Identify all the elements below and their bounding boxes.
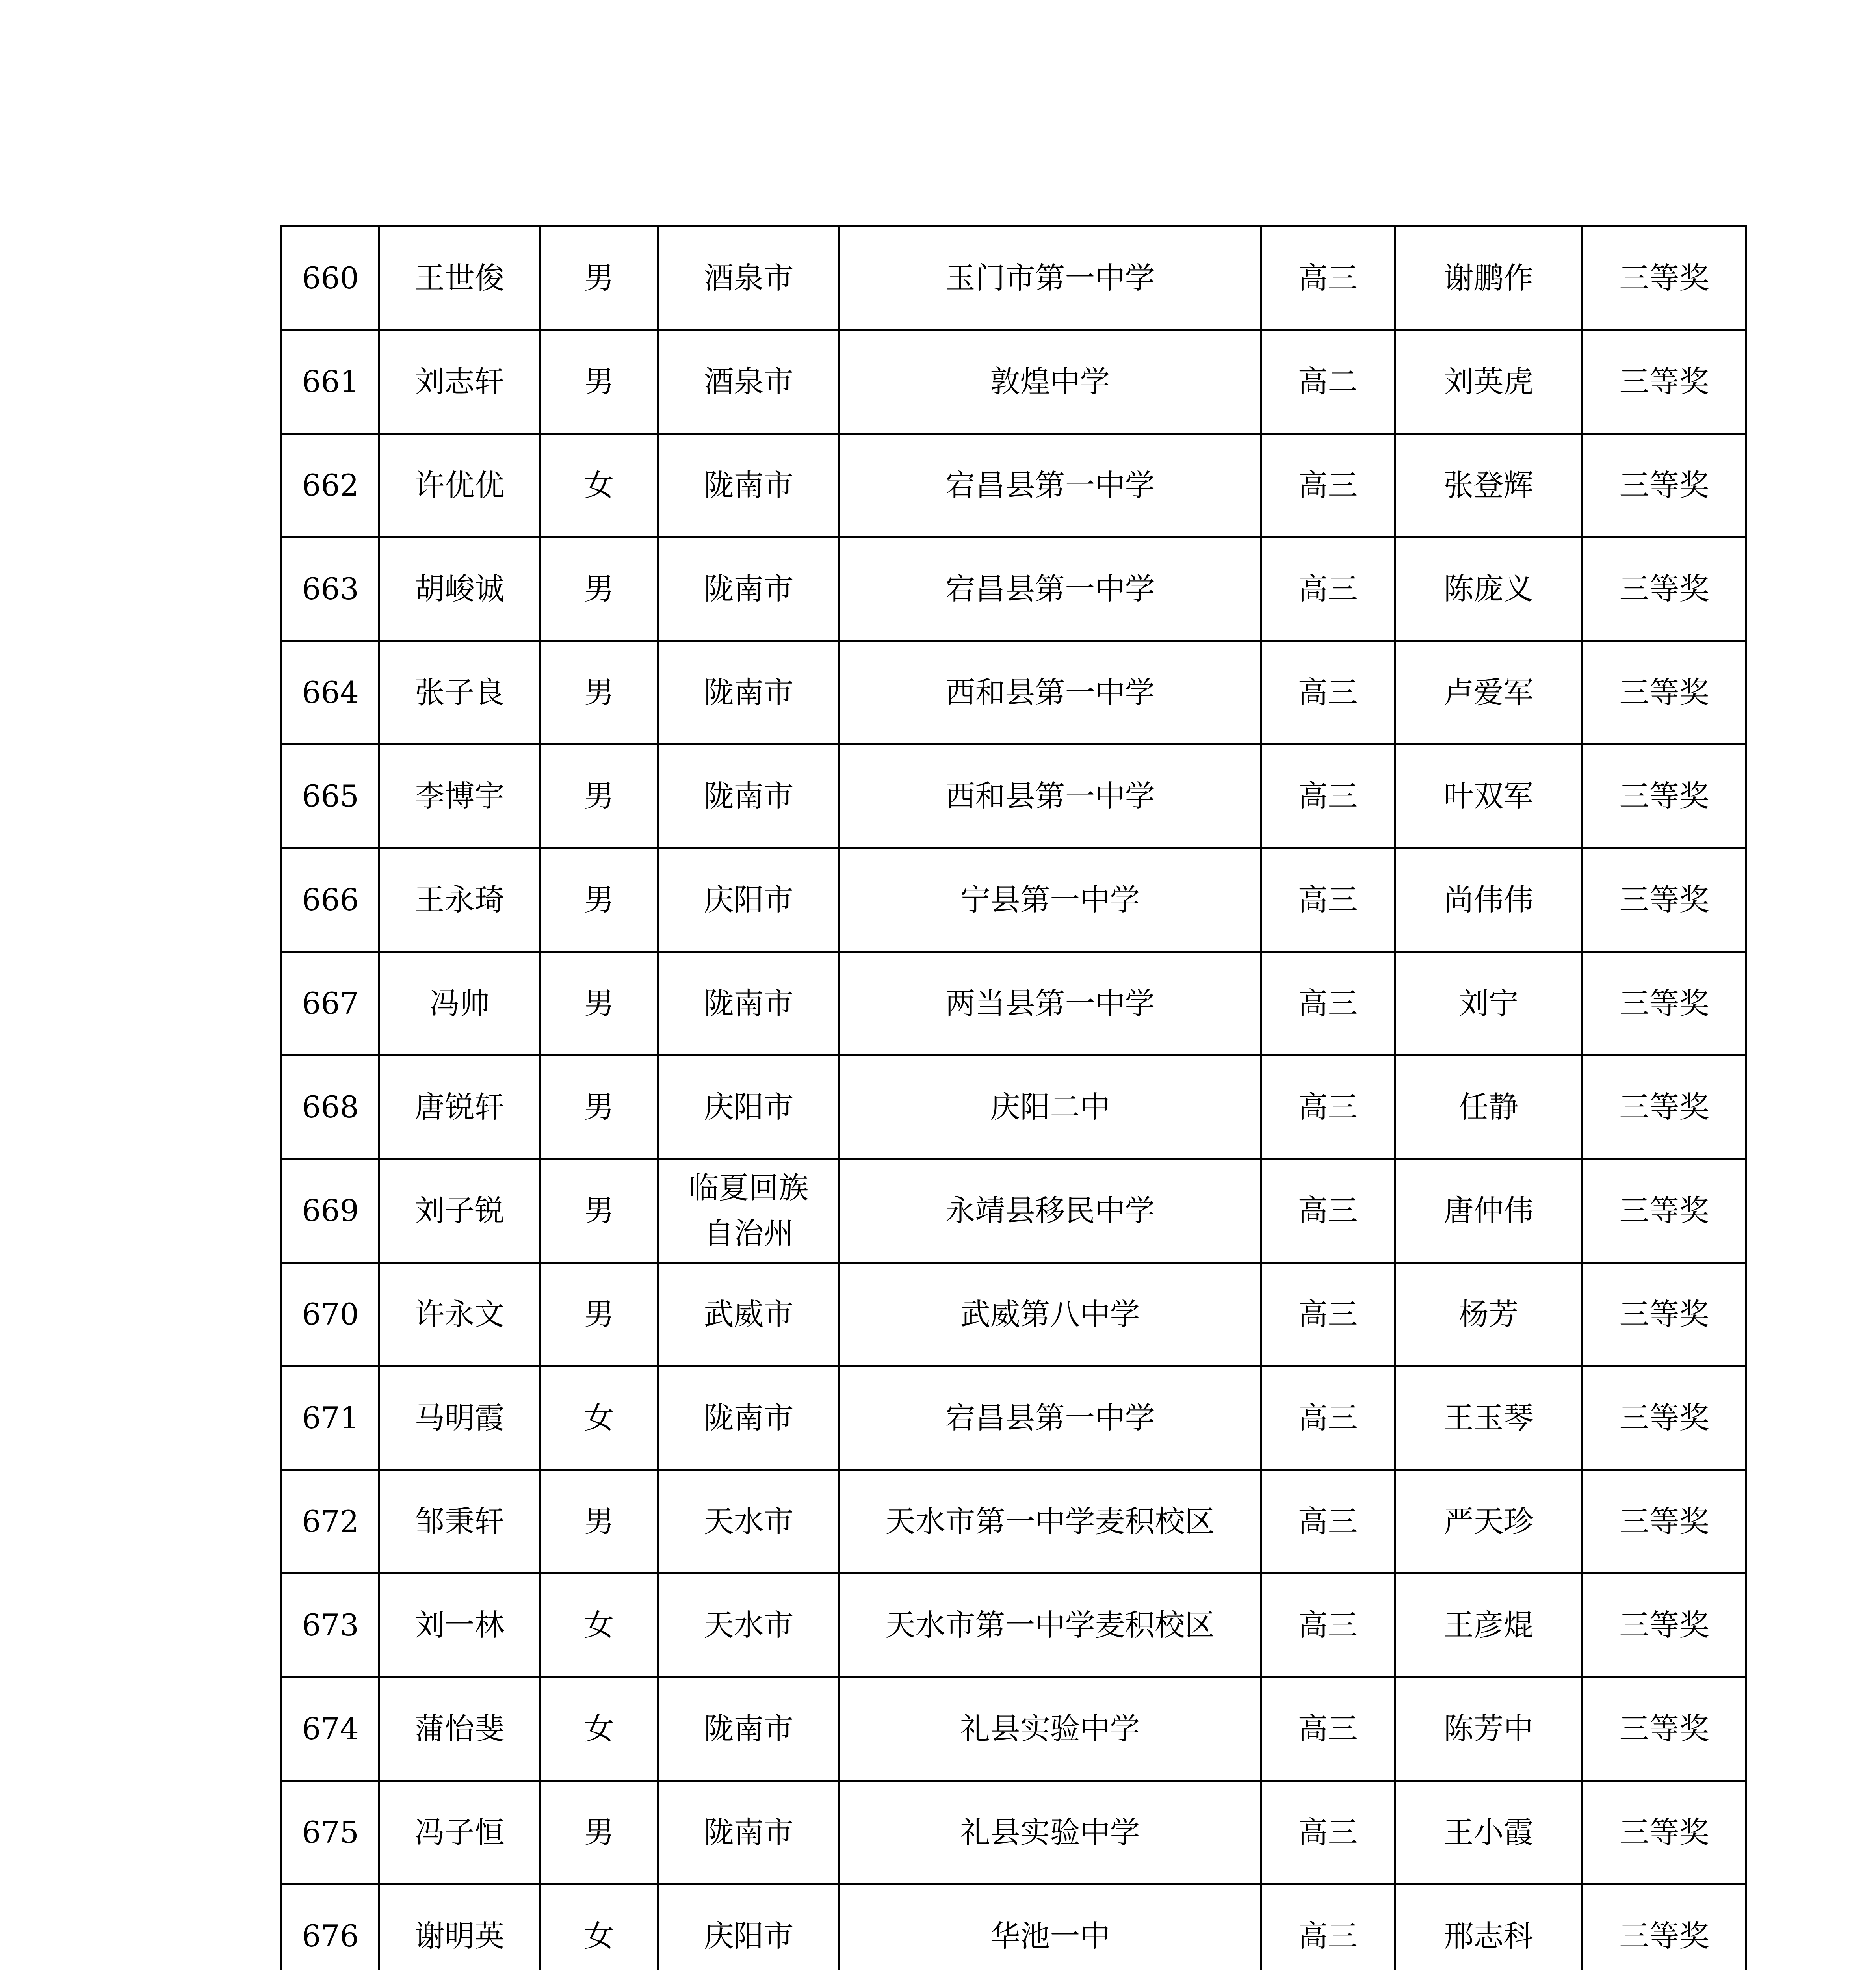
school-text: 天水市第一中学麦积校区 bbox=[885, 1608, 1215, 1643]
school-text: 西和县第一中学 bbox=[945, 675, 1155, 710]
row-number-text: 675 bbox=[301, 1815, 359, 1850]
table-row bbox=[282, 1885, 1746, 1970]
grade-cell bbox=[1261, 1677, 1395, 1781]
row-number-text: 673 bbox=[301, 1608, 359, 1643]
student-name-cell bbox=[379, 848, 540, 952]
teacher-cell bbox=[1395, 641, 1583, 745]
city-text: 陇南市 bbox=[704, 986, 794, 1021]
city-text: 天水市 bbox=[704, 1504, 794, 1539]
grade-cell bbox=[1261, 227, 1395, 330]
student-name-text: 马明霞 bbox=[414, 1400, 505, 1435]
grade-text: 高三 bbox=[1298, 1815, 1358, 1850]
table-row bbox=[282, 1366, 1746, 1470]
award-cell bbox=[1583, 1885, 1746, 1970]
award-cell bbox=[1583, 1366, 1746, 1470]
teacher-cell bbox=[1395, 1056, 1583, 1159]
award-text: 三等奖 bbox=[1619, 1089, 1709, 1124]
award-cell bbox=[1583, 434, 1746, 537]
award-text: 三等奖 bbox=[1619, 1815, 1709, 1850]
row-number-cell bbox=[282, 952, 379, 1056]
student-name-text: 王世俊 bbox=[414, 260, 505, 296]
student-name-cell bbox=[379, 227, 540, 330]
city-cell bbox=[658, 1056, 840, 1159]
teacher-cell bbox=[1395, 952, 1583, 1056]
award-text: 三等奖 bbox=[1619, 675, 1709, 710]
school-cell bbox=[840, 1366, 1261, 1470]
grade-cell bbox=[1261, 848, 1395, 952]
row-number-text: 661 bbox=[301, 364, 359, 399]
student-name-text: 许优优 bbox=[414, 468, 505, 503]
row-number-text: 672 bbox=[301, 1504, 359, 1539]
city-text: 陇南市 bbox=[704, 571, 794, 606]
teacher-text: 王玉琴 bbox=[1443, 1400, 1534, 1435]
table-row bbox=[282, 1574, 1746, 1677]
gender-text: 男 bbox=[584, 675, 614, 710]
table-row bbox=[282, 537, 1746, 641]
city-text: 陇南市 bbox=[704, 468, 794, 503]
gender-cell bbox=[540, 1781, 658, 1885]
city-cell bbox=[658, 1159, 840, 1263]
row-number-text: 668 bbox=[301, 1089, 359, 1124]
gender-cell bbox=[540, 537, 658, 641]
row-number-cell bbox=[282, 1574, 379, 1677]
row-number-cell bbox=[282, 537, 379, 641]
city-cell bbox=[658, 745, 840, 848]
student-name-text: 许永文 bbox=[414, 1297, 505, 1332]
school-text: 两当县第一中学 bbox=[945, 986, 1155, 1021]
teacher-cell bbox=[1395, 1574, 1583, 1677]
city-cell bbox=[658, 537, 840, 641]
row-number-text: 670 bbox=[301, 1297, 359, 1332]
grade-cell bbox=[1261, 1366, 1395, 1470]
award-text: 三等奖 bbox=[1619, 1504, 1709, 1539]
student-name-text: 蒲怡斐 bbox=[414, 1711, 505, 1746]
city-text: 天水市 bbox=[704, 1608, 794, 1643]
teacher-text: 陈庞义 bbox=[1443, 571, 1534, 606]
award-cell bbox=[1583, 537, 1746, 641]
school-text: 宕昌县第一中学 bbox=[945, 571, 1155, 606]
row-number-text: 662 bbox=[301, 468, 359, 503]
school-text: 宁县第一中学 bbox=[960, 882, 1140, 917]
award-text: 三等奖 bbox=[1619, 1711, 1709, 1746]
gender-cell bbox=[540, 330, 658, 434]
teacher-text: 王彦焜 bbox=[1443, 1608, 1534, 1643]
teacher-text: 杨芳 bbox=[1458, 1297, 1519, 1332]
teacher-text: 唐仲伟 bbox=[1443, 1193, 1534, 1228]
school-text: 宕昌县第一中学 bbox=[945, 1400, 1155, 1435]
row-number-cell bbox=[282, 1263, 379, 1366]
student-name-text: 唐锐轩 bbox=[414, 1089, 505, 1124]
city-text: 陇南市 bbox=[704, 1400, 794, 1435]
grade-text: 高三 bbox=[1298, 1193, 1358, 1228]
row-number-cell bbox=[282, 848, 379, 952]
student-name-cell bbox=[379, 537, 540, 641]
city-cell bbox=[658, 641, 840, 745]
award-cell bbox=[1583, 1263, 1746, 1366]
city-text: 武威市 bbox=[704, 1297, 794, 1332]
city-text: 酒泉市 bbox=[704, 364, 794, 399]
gender-cell bbox=[540, 952, 658, 1056]
award-text: 三等奖 bbox=[1619, 882, 1709, 917]
gender-cell bbox=[540, 227, 658, 330]
gender-cell bbox=[540, 1056, 658, 1159]
student-name-cell bbox=[379, 1885, 540, 1970]
teacher-cell bbox=[1395, 330, 1583, 434]
city-cell bbox=[658, 434, 840, 537]
table-row bbox=[282, 1677, 1746, 1781]
school-cell bbox=[840, 227, 1261, 330]
teacher-cell bbox=[1395, 537, 1583, 641]
table-row bbox=[282, 952, 1746, 1056]
grade-text: 高三 bbox=[1298, 882, 1358, 917]
school-text: 天水市第一中学麦积校区 bbox=[885, 1504, 1215, 1539]
city-cell bbox=[658, 1366, 840, 1470]
row-number-cell bbox=[282, 1677, 379, 1781]
row-number-text: 660 bbox=[301, 260, 359, 296]
row-number-text: 674 bbox=[301, 1711, 359, 1746]
school-text: 宕昌县第一中学 bbox=[945, 468, 1155, 503]
gender-text: 男 bbox=[584, 1089, 614, 1124]
gender-text: 女 bbox=[584, 1918, 614, 1953]
student-name-text: 刘子锐 bbox=[414, 1193, 505, 1228]
gender-text: 男 bbox=[584, 571, 614, 606]
student-name-cell bbox=[379, 1781, 540, 1885]
grade-text: 高三 bbox=[1298, 986, 1358, 1021]
row-number-text: 665 bbox=[301, 779, 359, 814]
table-row bbox=[282, 745, 1746, 848]
award-cell bbox=[1583, 1781, 1746, 1885]
teacher-text: 邢志科 bbox=[1443, 1918, 1534, 1953]
city-text: 陇南市 bbox=[704, 675, 794, 710]
student-name-text: 冯帅 bbox=[429, 986, 490, 1021]
gender-text: 男 bbox=[584, 1504, 614, 1539]
grade-text: 高三 bbox=[1298, 779, 1358, 814]
grade-text: 高三 bbox=[1298, 1297, 1358, 1332]
award-cell bbox=[1583, 227, 1746, 330]
award-text: 三等奖 bbox=[1619, 1297, 1709, 1332]
table-row bbox=[282, 848, 1746, 952]
row-number-cell bbox=[282, 1159, 379, 1263]
gender-text: 女 bbox=[584, 1711, 614, 1746]
gender-cell bbox=[540, 745, 658, 848]
grade-text: 高三 bbox=[1298, 1089, 1358, 1124]
teacher-cell bbox=[1395, 1470, 1583, 1574]
student-name-cell bbox=[379, 1677, 540, 1781]
teacher-text: 陈芳中 bbox=[1443, 1711, 1534, 1746]
school-text: 永靖县移民中学 bbox=[945, 1193, 1155, 1228]
award-cell bbox=[1583, 641, 1746, 745]
student-name-cell bbox=[379, 1366, 540, 1470]
award-text: 三等奖 bbox=[1619, 571, 1709, 606]
city-cell bbox=[658, 1781, 840, 1885]
grade-cell bbox=[1261, 1574, 1395, 1677]
school-text: 西和县第一中学 bbox=[945, 779, 1155, 814]
award-cell bbox=[1583, 1677, 1746, 1781]
school-text: 礼县实验中学 bbox=[960, 1711, 1140, 1746]
row-number-text: 664 bbox=[301, 675, 359, 710]
gender-cell bbox=[540, 1677, 658, 1781]
school-cell bbox=[840, 1263, 1261, 1366]
row-number-text: 671 bbox=[301, 1400, 359, 1435]
city-cell bbox=[658, 848, 840, 952]
school-cell bbox=[840, 330, 1261, 434]
award-text: 三等奖 bbox=[1619, 1918, 1709, 1953]
teacher-text: 张登辉 bbox=[1443, 468, 1534, 503]
table-row bbox=[282, 1159, 1746, 1263]
gender-cell bbox=[540, 1470, 658, 1574]
gender-text: 男 bbox=[584, 986, 614, 1021]
grade-text: 高三 bbox=[1298, 468, 1358, 503]
student-name-cell bbox=[379, 745, 540, 848]
grade-cell bbox=[1261, 745, 1395, 848]
city-text: 临夏回族自治州 bbox=[689, 1170, 809, 1251]
city-text: 庆阳市 bbox=[704, 1089, 794, 1124]
school-cell bbox=[840, 1470, 1261, 1574]
award-cell bbox=[1583, 1159, 1746, 1263]
table-row bbox=[282, 1263, 1746, 1366]
grade-cell bbox=[1261, 1470, 1395, 1574]
student-name-text: 张子良 bbox=[414, 675, 505, 710]
row-number-text: 663 bbox=[301, 571, 359, 606]
city-cell bbox=[658, 1263, 840, 1366]
row-number-cell bbox=[282, 1781, 379, 1885]
award-cell bbox=[1583, 1470, 1746, 1574]
teacher-text: 严天珍 bbox=[1443, 1504, 1534, 1539]
student-name-cell bbox=[379, 330, 540, 434]
student-name-cell bbox=[379, 434, 540, 537]
award-cell bbox=[1583, 848, 1746, 952]
city-text: 酒泉市 bbox=[704, 260, 794, 296]
school-text: 玉门市第一中学 bbox=[945, 260, 1155, 296]
award-text: 三等奖 bbox=[1619, 986, 1709, 1021]
student-name-text: 胡峻诚 bbox=[414, 571, 505, 606]
grade-cell bbox=[1261, 330, 1395, 434]
grade-cell bbox=[1261, 1885, 1395, 1970]
school-cell bbox=[840, 1056, 1261, 1159]
school-cell bbox=[840, 1885, 1261, 1970]
teacher-text: 卢爱军 bbox=[1443, 675, 1534, 710]
grade-cell bbox=[1261, 641, 1395, 745]
table-row bbox=[282, 641, 1746, 745]
city-cell bbox=[658, 1470, 840, 1574]
table-body bbox=[282, 227, 1746, 1970]
student-name-cell bbox=[379, 1056, 540, 1159]
teacher-text: 刘英虎 bbox=[1443, 364, 1534, 399]
school-text: 武威第八中学 bbox=[960, 1297, 1140, 1332]
school-text: 庆阳二中 bbox=[990, 1089, 1110, 1124]
school-cell bbox=[840, 848, 1261, 952]
teacher-text: 刘宁 bbox=[1458, 986, 1519, 1021]
grade-cell bbox=[1261, 1781, 1395, 1885]
award-cell bbox=[1583, 745, 1746, 848]
school-text: 华池一中 bbox=[990, 1918, 1110, 1953]
row-number-cell bbox=[282, 1470, 379, 1574]
gender-cell bbox=[540, 1574, 658, 1677]
teacher-cell bbox=[1395, 1885, 1583, 1970]
city-cell bbox=[658, 952, 840, 1056]
school-text: 礼县实验中学 bbox=[960, 1815, 1140, 1850]
teacher-text: 叶双军 bbox=[1443, 779, 1534, 814]
city-text: 庆阳市 bbox=[704, 1918, 794, 1953]
city-text: 陇南市 bbox=[704, 1815, 794, 1850]
grade-text: 高三 bbox=[1298, 260, 1358, 296]
teacher-cell bbox=[1395, 848, 1583, 952]
award-cell bbox=[1583, 1574, 1746, 1677]
table-row bbox=[282, 227, 1746, 330]
teacher-cell bbox=[1395, 1366, 1583, 1470]
gender-text: 女 bbox=[584, 1400, 614, 1435]
student-name-cell bbox=[379, 1159, 540, 1263]
grade-text: 高二 bbox=[1298, 364, 1358, 399]
gender-cell bbox=[540, 1159, 658, 1263]
award-text: 三等奖 bbox=[1619, 364, 1709, 399]
school-cell bbox=[840, 952, 1261, 1056]
gender-text: 女 bbox=[584, 468, 614, 503]
teacher-cell bbox=[1395, 1263, 1583, 1366]
school-cell bbox=[840, 641, 1261, 745]
grade-text: 高三 bbox=[1298, 1918, 1358, 1953]
teacher-text: 谢鹏作 bbox=[1443, 260, 1534, 296]
teacher-text: 王小霞 bbox=[1443, 1815, 1534, 1850]
award-text: 三等奖 bbox=[1619, 1193, 1709, 1228]
grade-cell bbox=[1261, 434, 1395, 537]
student-name-cell bbox=[379, 1470, 540, 1574]
grade-text: 高三 bbox=[1298, 571, 1358, 606]
grade-cell bbox=[1261, 537, 1395, 641]
school-cell bbox=[840, 745, 1261, 848]
gender-text: 男 bbox=[584, 260, 614, 296]
student-name-text: 刘一林 bbox=[414, 1608, 505, 1643]
student-name-cell bbox=[379, 641, 540, 745]
student-name-text: 刘志轩 bbox=[414, 364, 505, 399]
student-name-text: 邹秉轩 bbox=[414, 1504, 505, 1539]
award-text: 三等奖 bbox=[1619, 1608, 1709, 1643]
student-name-cell bbox=[379, 1574, 540, 1677]
city-cell bbox=[658, 1885, 840, 1970]
gender-text: 男 bbox=[584, 882, 614, 917]
student-name-text: 谢明英 bbox=[414, 1918, 505, 1953]
grade-cell bbox=[1261, 1056, 1395, 1159]
city-cell bbox=[658, 227, 840, 330]
award-cell bbox=[1583, 952, 1746, 1056]
student-name-cell bbox=[379, 1263, 540, 1366]
city-text: 陇南市 bbox=[704, 779, 794, 814]
city-text: 庆阳市 bbox=[704, 882, 794, 917]
grade-cell bbox=[1261, 1159, 1395, 1263]
gender-text: 男 bbox=[584, 1297, 614, 1332]
student-name-cell bbox=[379, 952, 540, 1056]
teacher-cell bbox=[1395, 1781, 1583, 1885]
student-name-text: 冯子恒 bbox=[414, 1815, 505, 1850]
city-cell bbox=[658, 1574, 840, 1677]
gender-text: 男 bbox=[584, 779, 614, 814]
row-number-cell bbox=[282, 1885, 379, 1970]
award-text: 三等奖 bbox=[1619, 779, 1709, 814]
row-number-cell bbox=[282, 330, 379, 434]
award-list-table bbox=[280, 225, 1747, 1970]
gender-text: 女 bbox=[584, 1608, 614, 1643]
row-number-text: 676 bbox=[301, 1918, 359, 1953]
student-name-text: 王永琦 bbox=[414, 882, 505, 917]
teacher-cell bbox=[1395, 227, 1583, 330]
gender-text: 男 bbox=[584, 1193, 614, 1228]
table-row bbox=[282, 330, 1746, 434]
award-text: 三等奖 bbox=[1619, 468, 1709, 503]
row-number-cell bbox=[282, 1366, 379, 1470]
school-cell bbox=[840, 537, 1261, 641]
grade-cell bbox=[1261, 952, 1395, 1056]
table-row bbox=[282, 434, 1746, 537]
table-row bbox=[282, 1056, 1746, 1159]
school-text: 敦煌中学 bbox=[990, 364, 1110, 399]
school-cell bbox=[840, 1159, 1261, 1263]
student-name-text: 李博宇 bbox=[414, 779, 505, 814]
teacher-text: 尚伟伟 bbox=[1443, 882, 1534, 917]
city-text: 陇南市 bbox=[704, 1711, 794, 1746]
teacher-text: 任静 bbox=[1458, 1089, 1519, 1124]
row-number-text: 669 bbox=[301, 1193, 359, 1228]
award-cell bbox=[1583, 330, 1746, 434]
table-row bbox=[282, 1470, 1746, 1574]
gender-cell bbox=[540, 641, 658, 745]
teacher-cell bbox=[1395, 1159, 1583, 1263]
row-number-cell bbox=[282, 745, 379, 848]
gender-cell bbox=[540, 434, 658, 537]
gender-cell bbox=[540, 848, 658, 952]
table-row bbox=[282, 1781, 1746, 1885]
grade-cell bbox=[1261, 1263, 1395, 1366]
row-number-cell bbox=[282, 1056, 379, 1159]
grade-text: 高三 bbox=[1298, 675, 1358, 710]
city-cell bbox=[658, 1677, 840, 1781]
grade-text: 高三 bbox=[1298, 1608, 1358, 1643]
gender-text: 男 bbox=[584, 364, 614, 399]
award-cell bbox=[1583, 1056, 1746, 1159]
row-number-text: 667 bbox=[301, 986, 359, 1021]
grade-text: 高三 bbox=[1298, 1400, 1358, 1435]
row-number-cell bbox=[282, 434, 379, 537]
gender-text: 男 bbox=[584, 1815, 614, 1850]
teacher-cell bbox=[1395, 745, 1583, 848]
teacher-cell bbox=[1395, 1677, 1583, 1781]
teacher-cell bbox=[1395, 434, 1583, 537]
gender-cell bbox=[540, 1263, 658, 1366]
gender-cell bbox=[540, 1366, 658, 1470]
award-text: 三等奖 bbox=[1619, 260, 1709, 296]
row-number-text: 666 bbox=[301, 882, 359, 917]
award-text: 三等奖 bbox=[1619, 1400, 1709, 1435]
school-cell bbox=[840, 434, 1261, 537]
city-cell bbox=[658, 330, 840, 434]
row-number-cell bbox=[282, 227, 379, 330]
grade-text: 高三 bbox=[1298, 1504, 1358, 1539]
school-cell bbox=[840, 1781, 1261, 1885]
school-cell bbox=[840, 1677, 1261, 1781]
gender-cell bbox=[540, 1885, 658, 1970]
row-number-cell bbox=[282, 641, 379, 745]
school-cell bbox=[840, 1574, 1261, 1677]
grade-text: 高三 bbox=[1298, 1711, 1358, 1746]
